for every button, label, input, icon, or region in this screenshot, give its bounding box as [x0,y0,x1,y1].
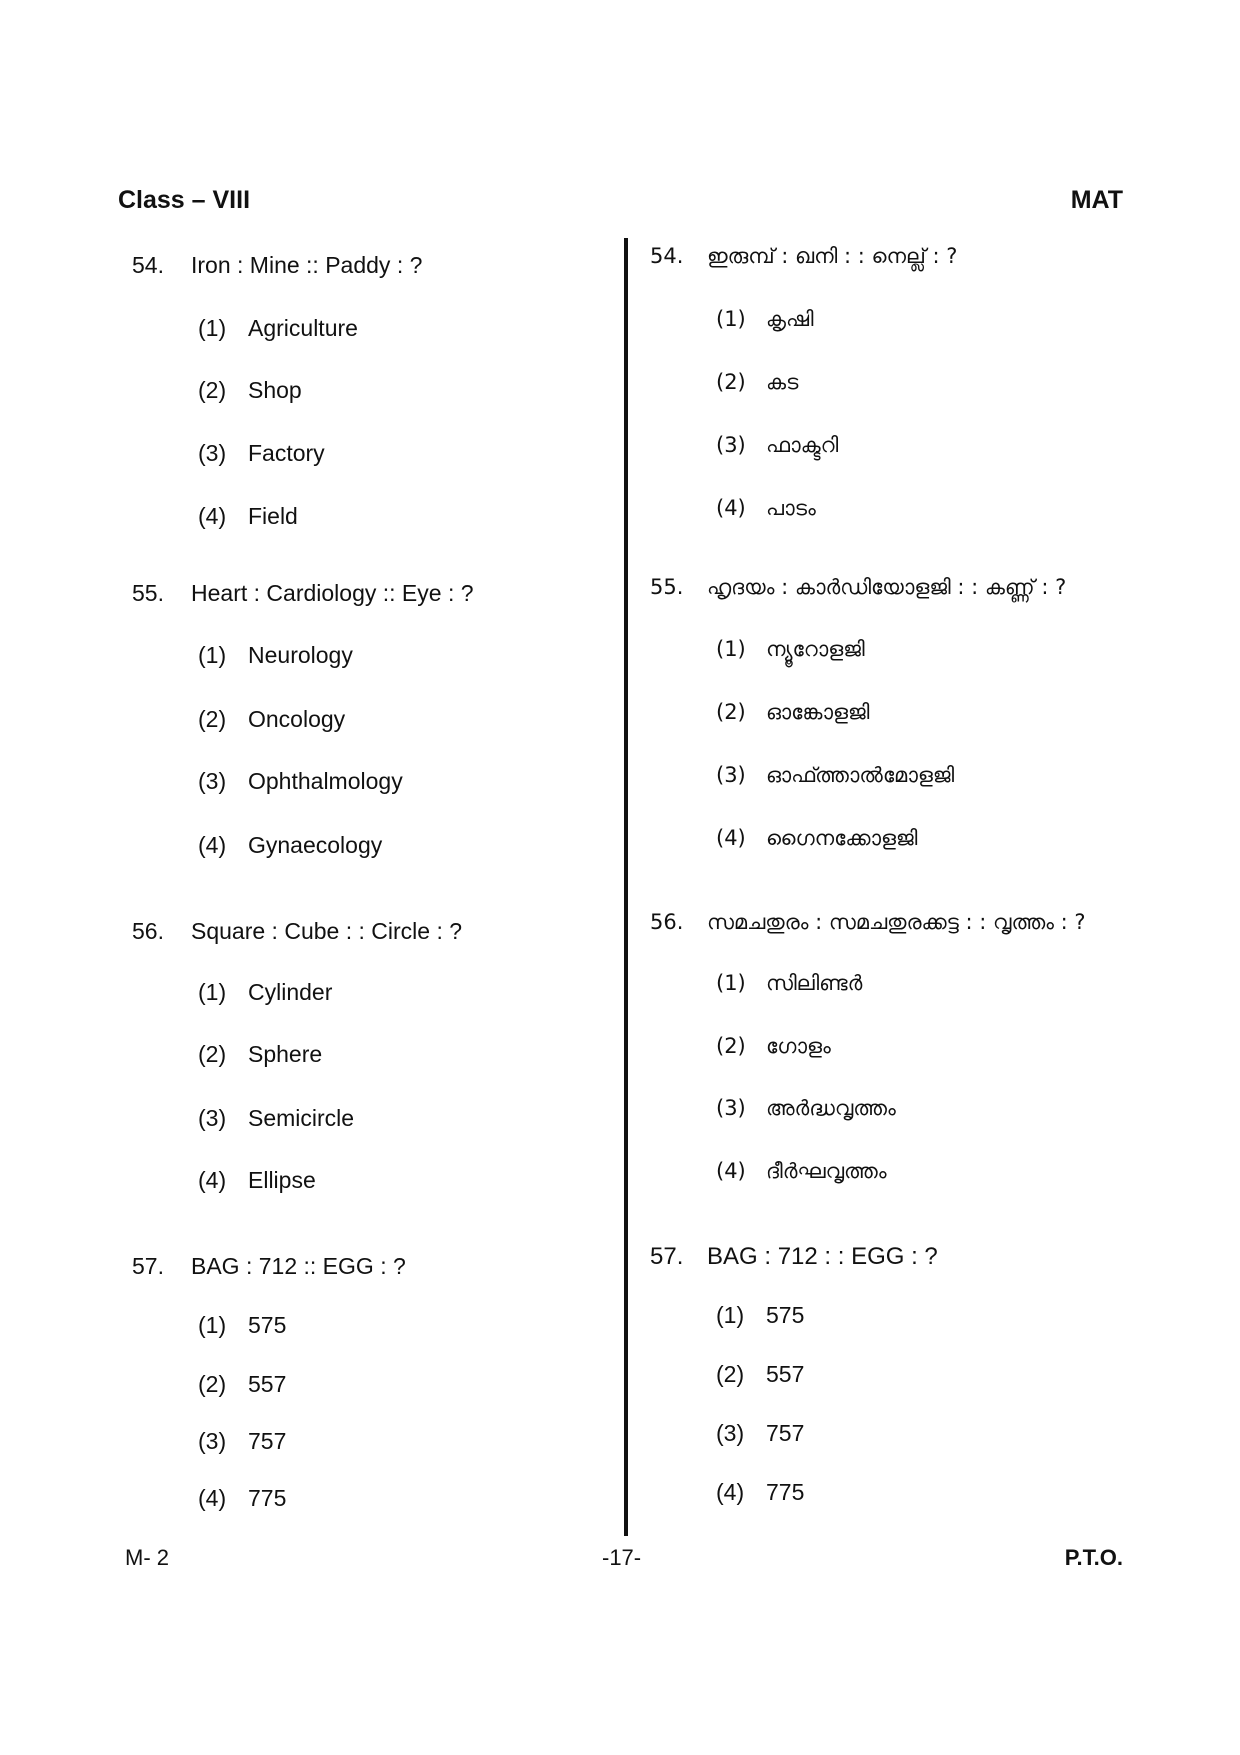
option: (3) 757 [198,1428,287,1454]
option: (2) ഗോളം [716,1034,831,1058]
option: (1) Neurology [198,642,353,668]
question-text: BAG : 712 :: EGG : ? [191,1253,406,1279]
option: (1) Cylinder [198,979,333,1005]
question-text: Square : Cube : : Circle : ? [191,918,463,944]
question-number: 56. [650,910,684,934]
option: (1) Agriculture [198,315,358,341]
option: (3) അർദ്ധവൃത്തം [716,1096,896,1120]
option: (2) Shop [198,377,302,403]
option: (3) 757 [716,1420,805,1446]
page-number: -17- [602,1545,642,1570]
option: (4) ദീർഘവൃത്തം [716,1159,887,1183]
option: (4) Gynaecology [198,832,383,858]
question-number: 54. [132,252,164,278]
option: (4) Field [198,503,298,529]
question-text: ഇരുമ്പ് : ഖനി : : നെല്ല് : ? [707,244,958,268]
question-number: 57. [132,1253,164,1279]
option: (3) ഫാക്ടറി [716,433,839,457]
option: (1) കൃഷി [716,307,814,331]
question-number: 54. [650,244,684,268]
question-number: 55. [132,580,164,606]
option: (4) Ellipse [198,1167,316,1193]
question-text: BAG : 712 : : EGG : ? [707,1243,938,1270]
subject-label: MAT [1070,186,1123,214]
option: (2) Oncology [198,706,346,732]
option: (4) പാടം [716,496,816,520]
option: (4) 775 [716,1479,805,1505]
option: (3) ഓഫ്ത്താൽമോളജി [716,763,955,787]
option: (1) ന്യൂറോളജി [716,637,865,661]
option: (3) Factory [198,440,325,466]
option: (1) സിലിണ്ടർ [716,971,863,995]
question-number: 55. [650,575,684,599]
pto-label: P.T.O. [1064,1545,1123,1570]
english-column [132,0,672,1755]
option: (2) 557 [198,1371,287,1397]
question-text: Heart : Cardiology :: Eye : ? [191,580,474,606]
question-text: ഹൃദയം : കാർഡിയോളജി : : കണ്ണ് : ? [707,575,1067,599]
question-number: 56. [132,918,164,944]
question-text: സമചതുരം : സമചതുരക്കട്ട : : വൃത്തം : ? [707,910,1086,934]
option: (2) 557 [716,1361,805,1387]
class-label: Class – VIII [118,186,251,214]
option: (2) Sphere [198,1041,323,1067]
question-number: 57. [650,1243,684,1270]
option: (2) കട [716,370,799,394]
option: (3) Semicircle [198,1105,355,1131]
malayalam-column [650,0,1190,1755]
option: (3) Ophthalmology [198,768,403,794]
option: (1) 575 [198,1312,287,1338]
form-code: M- 2 [125,1545,169,1570]
question-text: Iron : Mine :: Paddy : ? [191,252,423,278]
option: (2) ഓങ്കോളജി [716,700,870,724]
option: (4) 775 [198,1485,287,1511]
option: (4) ഗൈനക്കോളജി [716,826,918,850]
option: (1) 575 [716,1302,805,1328]
